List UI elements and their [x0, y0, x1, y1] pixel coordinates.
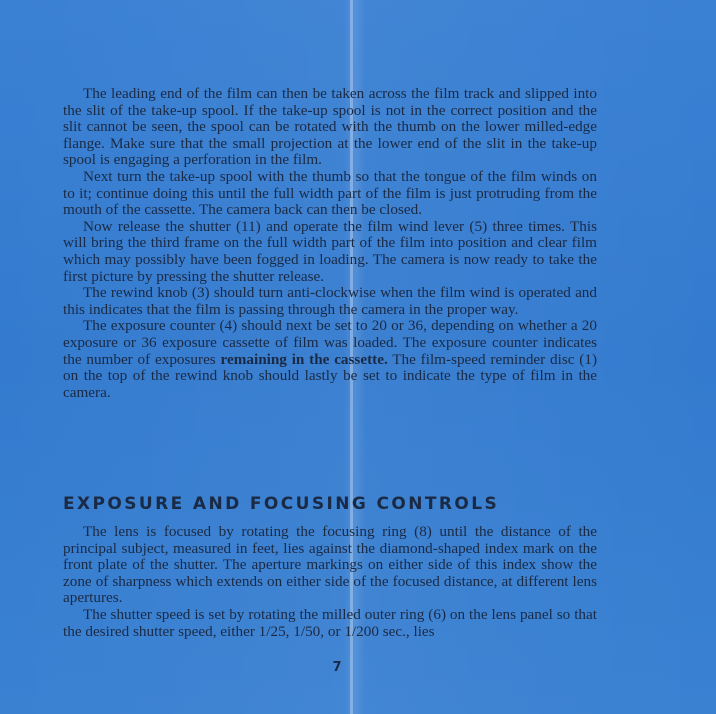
paragraph-exposure-counter: [63, 318, 597, 401]
paragraph-wind-film: Next turn the take-up spool with the thumb so that the tongue of the film winds on to it; continue doing this until the full width part of the film is just protruding from the mouth of the cassette. The camera back can then be closed.: [63, 167, 597, 219]
exposure-counter-text: The exposure counter (4) should next be set to 20 or 36, depending on whether a 20 exposure or 36 exposure cassette of film was loaded. The exposure counter indicates the number of exposures: [63, 317, 597, 368]
paragraph-rewind-knob: The rewind knob (3) should turn anti-clockwise when the film wind is operated and this indicates that the film is passing through the camera in the proper way.: [63, 284, 597, 318]
exposure-focusing-section: [63, 524, 597, 640]
exposure-counter-text-end: The film-speed reminder disc (1) on the top of the rewind knob should lastly be set to indicate the type of film in the camera.: [63, 350, 597, 401]
page-number: 7: [332, 660, 342, 675]
exposure-counter-bold-text: remaining in the cassette.: [220, 350, 388, 368]
loading-instructions: [63, 86, 597, 401]
paragraph-release-shutter: Now release the shutter (11) and operate the film wind lever (5) three times. This will bring the third frame on the full width part of the film into position and clear film which may possibly have been fogged in loading. The camera is now ready to take the first picture by pressing the shutter release.: [63, 217, 597, 285]
paragraph-take-up-spool: The leading end of the film can then be taken across the film track and slipped into the slit of the take-up spool. If the take-up spool is not in the correct position and the slit cannot be seen, the spool can be rotated with the thumb on the lower milled-edge flange. Make sure that the small projection at the lower end of the slit in the take-up spool is engaging a perforation in the film.: [63, 85, 597, 169]
paragraph-shutter-speed: The shutter speed is set by rotating the milled outer ring (6) on the lens panel so that the desired shutter speed, either 1/25, 1/50, or 1/200 sec., lies: [63, 605, 597, 640]
paragraph-focusing: The lens is focused by rotating the focusing ring (8) until the distance of the principal subject, measured in feet, lies against the diamond-shaped index mark on the front plate of the shutter. The aperture markings on either side of this index show the zone of sharpness which extends on either side of the focused distance, at different lens apertures.: [63, 523, 597, 607]
section-heading: EXPOSURE AND FOCUSING CONTROLS: [63, 494, 500, 514]
